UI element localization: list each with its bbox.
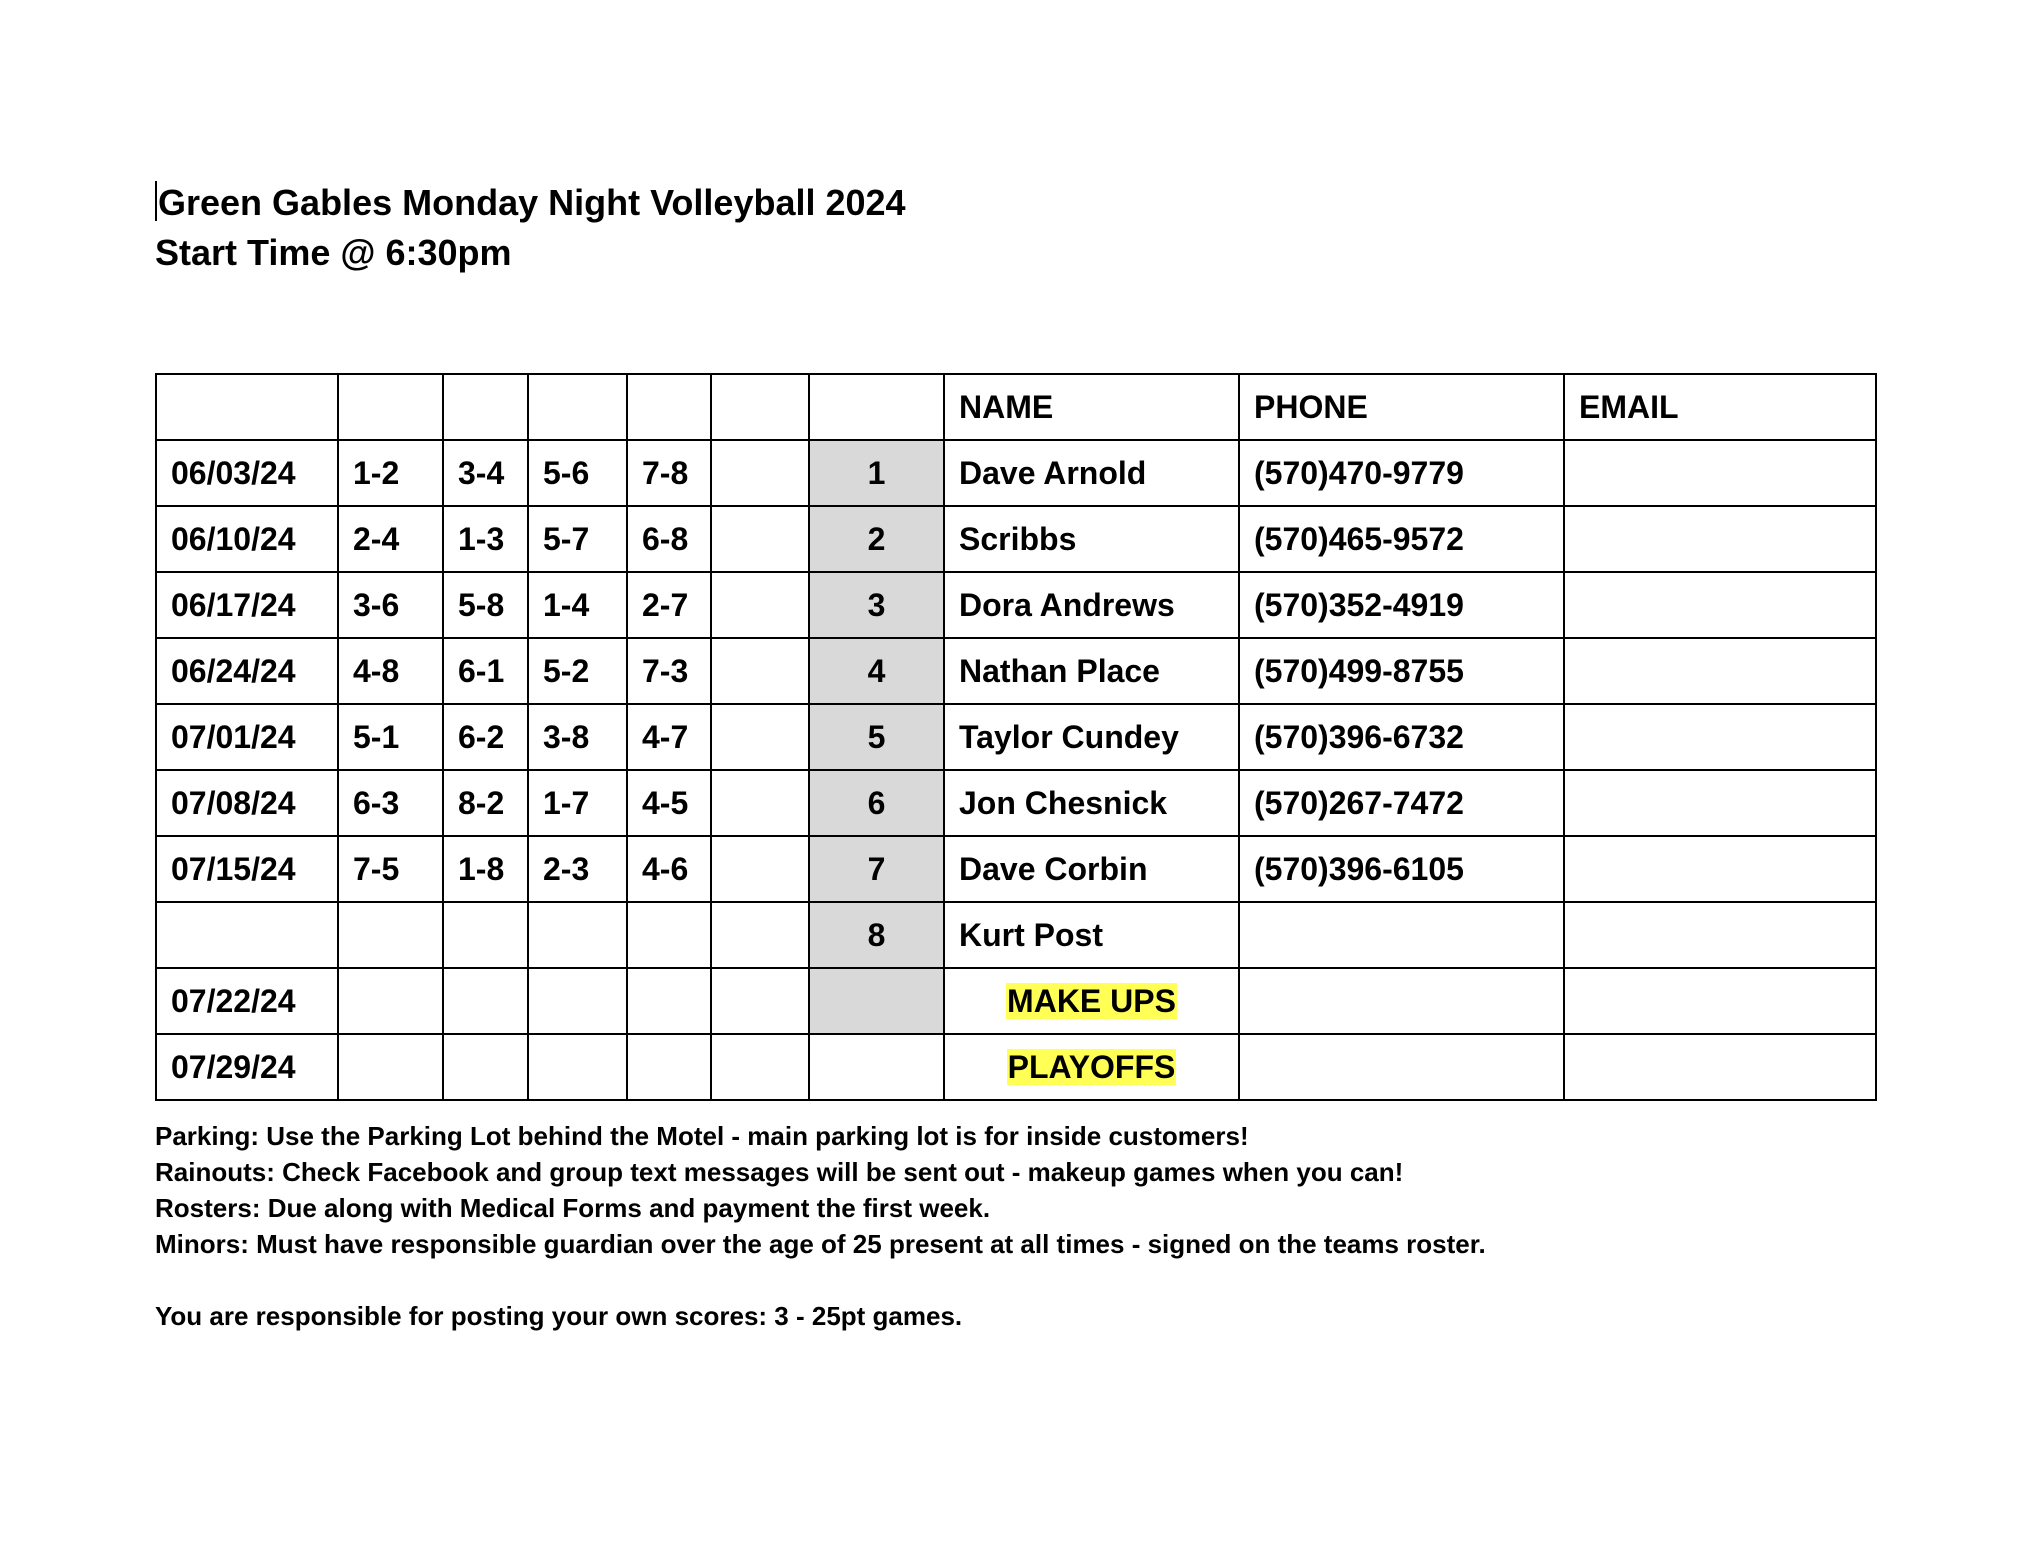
date-cell[interactable]: 07/01/24	[156, 704, 338, 770]
date-cell[interactable]: 06/03/24	[156, 440, 338, 506]
matchup-cell[interactable]: 6-8	[627, 506, 711, 572]
email-cell[interactable]	[1564, 638, 1876, 704]
table-cell[interactable]	[627, 1034, 711, 1100]
team-number-cell[interactable]: 5	[809, 704, 944, 770]
team-number-cell[interactable]: 6	[809, 770, 944, 836]
matchup-cell[interactable]: 4-8	[338, 638, 443, 704]
matchup-cell[interactable]: 5-6	[528, 440, 627, 506]
matchup-cell[interactable]: 4-5	[627, 770, 711, 836]
matchup-cell[interactable]	[711, 638, 809, 704]
team-number-cell[interactable]: 8	[809, 902, 944, 968]
matchup-cell[interactable]: 7-3	[627, 638, 711, 704]
table-cell[interactable]	[711, 374, 809, 440]
email-cell[interactable]	[1564, 1034, 1876, 1100]
phone-cell[interactable]	[1239, 1034, 1564, 1100]
email-cell[interactable]	[1564, 902, 1876, 968]
matchup-cell[interactable]: 2-4	[338, 506, 443, 572]
date-cell[interactable]: 07/08/24	[156, 770, 338, 836]
matchup-cell[interactable]: 1-3	[443, 506, 528, 572]
team-number-cell[interactable]	[809, 968, 944, 1034]
minors-note: Minors: Must have responsible guardian over the age of 25 present at all times - signed on the teams roster.	[155, 1229, 1486, 1259]
matchup-cell[interactable]	[338, 902, 443, 968]
matchup-cell[interactable]: 5-7	[528, 506, 627, 572]
matchup-cell[interactable]: 8-2	[443, 770, 528, 836]
rainouts-note: Rainouts: Check Facebook and group text messages will be sent out - makeup games when you can!	[155, 1157, 1404, 1187]
matchup-cell[interactable]	[443, 902, 528, 968]
table-row	[156, 770, 1876, 836]
name-cell[interactable]: Scribbs	[944, 506, 1239, 572]
phone-cell[interactable]: (570)267-7472	[1239, 770, 1564, 836]
name-cell[interactable]	[944, 1034, 1239, 1100]
matchup-cell[interactable]: 5-1	[338, 704, 443, 770]
spacer	[155, 1262, 1486, 1298]
matchup-cell[interactable]: 2-7	[627, 572, 711, 638]
team-number-cell[interactable]: 1	[809, 440, 944, 506]
title-block	[155, 178, 906, 278]
phone-cell[interactable]: (570)396-6105	[1239, 836, 1564, 902]
table-row	[156, 902, 1876, 968]
date-cell[interactable]: 07/15/24	[156, 836, 338, 902]
email-cell[interactable]	[1564, 704, 1876, 770]
email-cell[interactable]	[1564, 506, 1876, 572]
team-number-cell[interactable]: 4	[809, 638, 944, 704]
text-cursor	[155, 181, 157, 221]
matchup-cell[interactable]: 2-3	[528, 836, 627, 902]
scores-note: You are responsible for posting your own scores: 3 - 25pt games.	[155, 1301, 963, 1331]
table-row	[156, 836, 1876, 902]
table-cell[interactable]	[627, 968, 711, 1034]
matchup-cell[interactable]	[711, 836, 809, 902]
matchup-cell[interactable]: 4-6	[627, 836, 711, 902]
date-cell[interactable]: 06/24/24	[156, 638, 338, 704]
table-cell[interactable]	[627, 374, 711, 440]
matchup-cell[interactable]	[528, 902, 627, 968]
name-cell[interactable]: Dora Andrews	[944, 572, 1239, 638]
matchup-cell[interactable]: 3-4	[443, 440, 528, 506]
team-number-cell[interactable]: 3	[809, 572, 944, 638]
matchup-cell[interactable]: 6-2	[443, 704, 528, 770]
date-cell[interactable]: 07/29/24	[156, 1034, 338, 1100]
email-cell[interactable]	[1564, 572, 1876, 638]
table-cell[interactable]	[711, 1034, 809, 1100]
makeups-row	[156, 968, 1876, 1034]
email-cell[interactable]	[1564, 440, 1876, 506]
table-row	[156, 572, 1876, 638]
matchup-cell[interactable]	[711, 572, 809, 638]
table-cell[interactable]	[338, 374, 443, 440]
playoffs-label: PLAYOFFS	[1007, 1048, 1176, 1085]
matchup-cell[interactable]: 6-1	[443, 638, 528, 704]
parking-note: Parking: Use the Parking Lot behind the Motel - main parking lot is for inside customers!	[155, 1121, 1249, 1151]
email-cell[interactable]	[1564, 836, 1876, 902]
matchup-cell[interactable]: 1-4	[528, 572, 627, 638]
phone-cell[interactable]	[1239, 968, 1564, 1034]
table-cell[interactable]	[528, 1034, 627, 1100]
table-cell[interactable]	[443, 968, 528, 1034]
phone-cell[interactable]: (570)465-9572	[1239, 506, 1564, 572]
name-cell[interactable]	[944, 968, 1239, 1034]
matchup-cell[interactable]: 7-5	[338, 836, 443, 902]
phone-cell[interactable]: (570)352-4919	[1239, 572, 1564, 638]
matchup-cell[interactable]: 5-8	[443, 572, 528, 638]
phone-cell[interactable]: (570)470-9779	[1239, 440, 1564, 506]
table-cell[interactable]	[528, 968, 627, 1034]
table-cell[interactable]	[711, 968, 809, 1034]
matchup-cell[interactable]: 4-7	[627, 704, 711, 770]
phone-header[interactable]: PHONE	[1239, 374, 1564, 440]
date-cell[interactable]: 06/17/24	[156, 572, 338, 638]
matchup-cell[interactable]: 1-2	[338, 440, 443, 506]
name-cell[interactable]: Nathan Place	[944, 638, 1239, 704]
makeups-label: MAKE UPS	[1007, 982, 1176, 1019]
matchup-cell[interactable]	[711, 770, 809, 836]
table-cell[interactable]	[156, 374, 338, 440]
matchup-cell[interactable]	[711, 902, 809, 968]
matchup-cell[interactable]: 6-3	[338, 770, 443, 836]
playoffs-row	[156, 1034, 1876, 1100]
rosters-note: Rosters: Due along with Medical Forms and payment the first week.	[155, 1193, 991, 1223]
document-subtitle: Start Time @ 6:30pm	[155, 232, 512, 273]
date-cell[interactable]	[156, 902, 338, 968]
email-cell[interactable]	[1564, 770, 1876, 836]
matchup-cell[interactable]	[711, 704, 809, 770]
matchup-cell[interactable]	[711, 440, 809, 506]
date-cell[interactable]: 06/10/24	[156, 506, 338, 572]
table-cell[interactable]	[443, 1034, 528, 1100]
email-cell[interactable]	[1564, 968, 1876, 1034]
email-header[interactable]: EMAIL	[1564, 374, 1876, 440]
table-cell[interactable]	[338, 968, 443, 1034]
document-title: Green Gables Monday Night Volleyball 2024	[158, 182, 906, 223]
document-title-line	[155, 178, 906, 228]
table-row	[156, 704, 1876, 770]
matchup-cell[interactable]: 3-6	[338, 572, 443, 638]
phone-cell[interactable]: (570)396-6732	[1239, 704, 1564, 770]
table-row	[156, 638, 1876, 704]
phone-cell[interactable]	[1239, 902, 1564, 968]
phone-cell[interactable]: (570)499-8755	[1239, 638, 1564, 704]
matchup-cell[interactable]: 3-8	[528, 704, 627, 770]
name-cell[interactable]: Kurt Post	[944, 902, 1239, 968]
table-cell[interactable]	[528, 374, 627, 440]
name-cell[interactable]: Dave Corbin	[944, 836, 1239, 902]
matchup-cell[interactable]: 5-2	[528, 638, 627, 704]
name-cell[interactable]: Jon Chesnick	[944, 770, 1239, 836]
table-row	[156, 440, 1876, 506]
table-row	[156, 506, 1876, 572]
table-cell[interactable]	[809, 374, 944, 440]
name-cell[interactable]: Taylor Cundey	[944, 704, 1239, 770]
date-cell[interactable]: 07/22/24	[156, 968, 338, 1034]
name-cell[interactable]: Dave Arnold	[944, 440, 1239, 506]
team-number-cell[interactable]: 2	[809, 506, 944, 572]
schedule-table	[155, 373, 1877, 1101]
matchup-cell[interactable]: 1-8	[443, 836, 528, 902]
table-cell[interactable]	[338, 1034, 443, 1100]
matchup-cell[interactable]	[627, 902, 711, 968]
matchup-cell[interactable]: 1-7	[528, 770, 627, 836]
team-number-cell[interactable]: 7	[809, 836, 944, 902]
team-number-cell[interactable]	[809, 1034, 944, 1100]
table-cell[interactable]	[443, 374, 528, 440]
matchup-cell[interactable]: 7-8	[627, 440, 711, 506]
notes-section	[155, 1118, 1486, 1334]
matchup-cell[interactable]	[711, 506, 809, 572]
header-row	[156, 374, 1876, 440]
name-header[interactable]: NAME	[944, 374, 1239, 440]
